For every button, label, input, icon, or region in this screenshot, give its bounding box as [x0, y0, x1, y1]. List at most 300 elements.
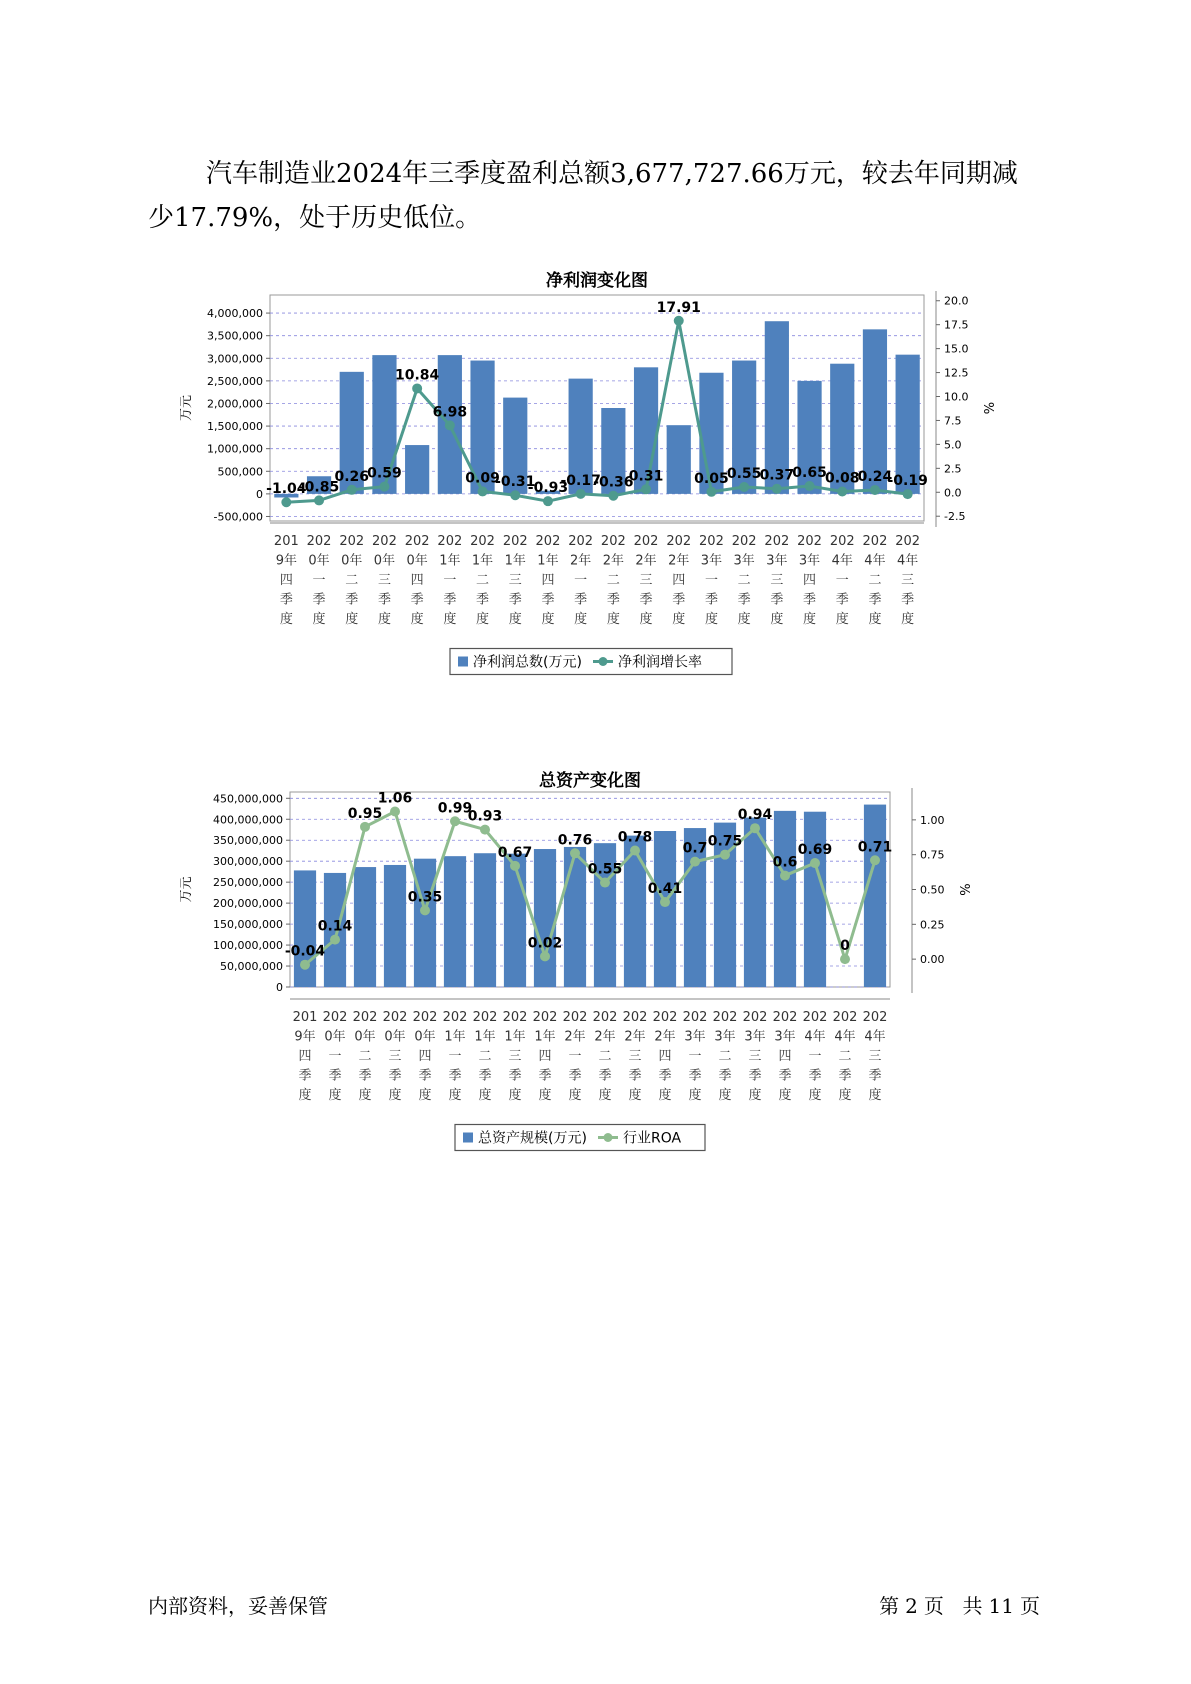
x-tick-label: 202 [652, 1010, 678, 1025]
chart-title: 净利润变化图 [546, 271, 648, 291]
x-tick-label: 202 [772, 1010, 798, 1025]
x-tick-label: 四 [298, 1049, 312, 1064]
y-tick-label: 450,000,000 [213, 792, 283, 806]
line-point [450, 816, 460, 826]
x-tick-label: 度 [718, 1088, 732, 1103]
x-tick-label: 四 [279, 573, 293, 588]
point-label: 0.55 [587, 861, 623, 878]
x-tick-label: 季 [778, 1068, 792, 1084]
x-tick-label: 二 [358, 1049, 372, 1064]
point-label: 6.98 [432, 404, 468, 421]
point-label: 0.35 [407, 889, 443, 906]
x-tick-label: 季 [377, 592, 391, 608]
x-tick-label: 0年 [341, 553, 363, 569]
x-tick-label: 二 [598, 1049, 612, 1064]
legend-line-label: 净利润增长率 [618, 654, 702, 671]
x-tick-label: 度 [803, 612, 817, 627]
x-tick-label: 度 [748, 1088, 762, 1103]
x-tick-label: 度 [835, 612, 849, 627]
x-tick-label: 202 [764, 534, 790, 549]
bar [667, 425, 691, 494]
x-tick-label: 四 [778, 1049, 792, 1064]
legend-line-marker [604, 1133, 613, 1142]
x-tick-label: 季 [358, 1068, 372, 1084]
x-tick-label: 度 [388, 1088, 402, 1103]
x-tick-label: 季 [808, 1068, 822, 1084]
x-tick-label: 三 [770, 573, 784, 588]
x-tick-label: 0年 [414, 1029, 436, 1045]
total-assets-chart-svg [180, 768, 1040, 1218]
x-tick-label: 一 [704, 573, 718, 588]
x-tick-label: 1年 [439, 553, 461, 569]
y2-tick-label: 1.00 [920, 813, 945, 827]
x-tick-label: 度 [448, 1088, 462, 1103]
y-tick-label: 50,000,000 [220, 960, 283, 974]
line-point [720, 850, 730, 860]
y2-axis-label: % [983, 401, 998, 415]
point-label: 0.14 [317, 918, 353, 935]
x-tick-label: 季 [541, 592, 555, 608]
x-tick-label: 1年 [504, 1029, 526, 1045]
x-tick-label: 三 [628, 1049, 642, 1064]
x-tick-label: 4年 [831, 553, 853, 569]
point-label: 0.24 [857, 468, 893, 485]
x-tick-label: 0年 [373, 553, 396, 569]
line-point [480, 825, 490, 835]
x-tick-label: 四 [672, 573, 686, 588]
x-tick-label: 度 [478, 1088, 492, 1103]
x-tick-label: 三 [639, 573, 653, 588]
line-point [810, 858, 820, 868]
x-tick-label: 一 [328, 1049, 342, 1064]
x-tick-label: 度 [598, 1088, 612, 1103]
point-label: -0.36 [593, 474, 634, 491]
x-tick-label: 0年 [384, 1029, 406, 1045]
point-label: 0.71 [857, 839, 893, 856]
x-tick-label: 一 [448, 1049, 462, 1064]
x-tick-label: 一 [568, 1049, 582, 1064]
x-tick-label: 季 [312, 592, 326, 608]
x-tick-label: 度 [541, 612, 555, 627]
x-tick-label: 202 [412, 1010, 438, 1025]
y2-tick-label: 7.5 [944, 414, 962, 428]
x-tick-label: 202 [862, 1010, 888, 1025]
line-point [600, 878, 610, 888]
y-tick-label: 100,000,000 [213, 939, 283, 953]
x-tick-label: 2年 [654, 1029, 676, 1045]
y2-tick-label: 2.5 [944, 462, 962, 476]
x-tick-label: 季 [770, 592, 784, 608]
x-tick-label: 季 [901, 592, 915, 608]
x-tick-label: 2年 [624, 1029, 646, 1045]
x-tick-label: 202 [502, 1010, 528, 1025]
x-tick-label: 度 [868, 1088, 882, 1103]
x-tick-label: 度 [901, 612, 915, 627]
x-tick-label: 度 [443, 612, 457, 627]
line-point [412, 383, 422, 393]
x-tick-label: 度 [808, 1088, 822, 1103]
point-label: 0.93 [467, 808, 503, 825]
x-tick-label: 4年 [804, 1029, 826, 1045]
x-tick-label: 度 [538, 1088, 552, 1103]
x-tick-label: 四 [658, 1049, 672, 1064]
point-label: 0.41 [647, 881, 683, 898]
y-tick-label: 300,000,000 [213, 855, 283, 869]
x-tick-label: 202 [339, 534, 365, 549]
x-tick-label: 3年 [798, 553, 821, 569]
footer-total-unit: 页 [1020, 1594, 1040, 1618]
bar [534, 849, 556, 987]
line-point [510, 490, 520, 500]
point-label: -0.17 [560, 472, 601, 489]
x-tick-label: 二 [737, 573, 751, 588]
x-tick-label: 度 [770, 612, 784, 627]
x-tick-label: 季 [639, 592, 653, 608]
x-tick-label: 度 [298, 1088, 312, 1103]
point-label: 0.76 [557, 832, 593, 849]
x-tick-label: 4年 [864, 1029, 886, 1045]
x-tick-label: 度 [568, 1088, 582, 1103]
x-tick-label: 季 [688, 1068, 702, 1084]
footer-page-current: 2 [905, 1594, 918, 1618]
bar [774, 811, 796, 987]
line-point [630, 846, 640, 856]
line-point [576, 489, 586, 499]
x-tick-label: 9年 [294, 1029, 316, 1045]
line-point [281, 497, 291, 507]
point-label: -0.19 [887, 473, 928, 490]
x-tick-label: 202 [352, 1010, 378, 1025]
point-label: 0.69 [797, 842, 833, 859]
line-point [570, 848, 580, 858]
line-point [739, 482, 749, 492]
point-label: 0.59 [367, 465, 402, 482]
line-point [347, 485, 357, 495]
y2-tick-label: 10.0 [944, 390, 969, 404]
x-tick-label: 季 [328, 1068, 342, 1084]
line-point [641, 484, 651, 494]
point-label: 0.7 [682, 840, 708, 857]
x-tick-label: 季 [835, 592, 849, 608]
x-tick-label: 二 [838, 1049, 852, 1064]
total-assets-chart [180, 768, 1040, 1222]
line-point [660, 897, 670, 907]
footer-page-number [876, 1590, 1043, 1619]
chart-title: 总资产变化图 [539, 771, 641, 791]
x-tick-label: 度 [688, 1088, 702, 1103]
x-tick-label: 季 [388, 1068, 402, 1084]
x-tick-label: 一 [574, 573, 588, 588]
point-label: 0 [840, 938, 850, 955]
x-tick-label: 202 [666, 534, 692, 549]
line-point [543, 496, 553, 506]
legend-line-marker [599, 657, 608, 666]
x-tick-label: 二 [476, 573, 490, 588]
x-tick-label: 4年 [864, 553, 886, 569]
x-tick-label: 季 [838, 1068, 852, 1084]
legend-bar-label: 总资产规模(万元) [478, 1130, 587, 1147]
x-tick-label: 三 [377, 573, 391, 588]
point-label: 0.95 [347, 805, 383, 822]
x-tick-label: 季 [279, 592, 293, 608]
footer-page-total: 11 [988, 1594, 1014, 1618]
x-tick-label: 202 [832, 1010, 858, 1025]
x-tick-label: 季 [508, 1068, 522, 1084]
x-tick-label: 202 [622, 1010, 648, 1025]
y2-tick-label: 20.0 [944, 294, 969, 308]
x-tick-label: 季 [803, 592, 817, 608]
x-tick-label: 度 [628, 1088, 642, 1103]
line-point [837, 487, 847, 497]
x-tick-label: 度 [410, 612, 424, 627]
x-tick-label: 季 [737, 592, 751, 608]
point-label: 0.26 [334, 468, 370, 485]
x-tick-label: 202 [600, 534, 626, 549]
x-tick-label: 3年 [733, 553, 755, 569]
x-tick-label: 季 [418, 1068, 432, 1084]
legend-bar-swatch [458, 657, 468, 667]
y-tick-label: 0 [256, 487, 263, 501]
line-point [690, 857, 700, 867]
x-tick-label: 202 [633, 534, 659, 549]
x-tick-label: 一 [835, 573, 849, 588]
x-tick-label: 季 [718, 1068, 732, 1084]
x-tick-label: 0年 [354, 1029, 376, 1045]
x-tick-label: 201 [273, 534, 299, 549]
bar [504, 854, 526, 987]
x-tick-label: 202 [472, 1010, 498, 1025]
legend-bar-swatch [463, 1133, 473, 1143]
x-tick-label: 一 [808, 1049, 822, 1064]
bar [384, 865, 406, 987]
x-tick-label: 一 [312, 573, 326, 588]
x-tick-label: 度 [358, 1088, 372, 1103]
x-tick-label: 三 [388, 1049, 402, 1064]
x-tick-label: 季 [345, 592, 359, 608]
line-point [772, 484, 782, 494]
y-tick-label: 200,000,000 [213, 897, 283, 911]
x-tick-label: 季 [868, 592, 882, 608]
y-tick-label: -500,000 [213, 510, 263, 524]
x-tick-label: 202 [322, 1010, 348, 1025]
x-tick-label: 二 [868, 573, 882, 588]
x-tick-label: 一 [688, 1049, 702, 1064]
y2-tick-label: 15.0 [944, 342, 969, 356]
bar [654, 831, 676, 987]
x-tick-label: 度 [606, 612, 620, 627]
x-tick-label: 202 [372, 534, 397, 549]
x-tick-label: 四 [541, 573, 555, 588]
x-tick-label: 1年 [474, 1029, 496, 1045]
x-tick-label: 202 [470, 534, 495, 549]
x-tick-label: 季 [508, 592, 522, 608]
x-tick-label: 度 [639, 612, 653, 627]
line-point [903, 489, 913, 499]
x-tick-label: 三 [508, 573, 522, 588]
x-tick-label: 2年 [668, 553, 690, 569]
x-tick-label: 202 [306, 534, 332, 549]
x-tick-label: 季 [476, 592, 490, 608]
x-tick-label: 9年 [275, 553, 297, 569]
line-point [300, 960, 310, 970]
x-tick-label: 二 [478, 1049, 492, 1064]
x-tick-label: 2年 [570, 553, 592, 569]
x-tick-label: 季 [568, 1068, 582, 1084]
line-point [540, 951, 550, 961]
x-tick-label: 202 [568, 534, 594, 549]
x-tick-label: 度 [279, 612, 293, 627]
x-tick-label: 1年 [471, 553, 494, 569]
x-tick-label: 四 [803, 573, 817, 588]
x-tick-label: 0年 [406, 553, 428, 569]
y-tick-label: 1,500,000 [207, 420, 263, 434]
x-tick-label: 度 [838, 1088, 852, 1103]
x-tick-label: 二 [345, 573, 359, 588]
x-tick-label: 季 [704, 592, 718, 608]
x-tick-label: 202 [532, 1010, 558, 1025]
summary-paragraph [148, 152, 1048, 240]
y-tick-label: 350,000,000 [213, 834, 283, 848]
x-tick-label: 度 [508, 612, 522, 627]
bar [354, 867, 376, 987]
footer-page-prefix: 第 [879, 1594, 900, 1618]
x-tick-label: 202 [895, 534, 921, 549]
point-label: -0.04 [284, 943, 326, 960]
x-tick-label: 1年 [537, 553, 559, 569]
footer-page-unit: 页 [923, 1594, 944, 1618]
y2-tick-label: 0.25 [920, 918, 945, 932]
x-tick-label: 202 [731, 534, 757, 549]
point-label: 0.67 [497, 844, 533, 861]
x-tick-label: 4年 [834, 1029, 856, 1045]
line-point [674, 316, 684, 326]
x-tick-label: 度 [377, 612, 391, 627]
x-tick-label: 季 [748, 1068, 762, 1084]
line-point [805, 481, 815, 491]
line-point [379, 482, 389, 492]
x-tick-label: 季 [538, 1068, 552, 1084]
y2-tick-label: -2.5 [944, 510, 966, 524]
point-label: 0.78 [617, 829, 653, 846]
x-tick-label: 季 [478, 1068, 492, 1084]
x-tick-label: 202 [802, 1010, 828, 1025]
x-tick-label: 三 [868, 1049, 882, 1064]
y-axis-label: 万元 [180, 394, 194, 422]
y-tick-label: 3,000,000 [207, 352, 263, 366]
x-tick-label: 度 [574, 612, 588, 627]
net-profit-chart [180, 268, 1040, 722]
bar [564, 847, 586, 987]
footer-confidential-note: 内部资料，妥善保管 [148, 1594, 328, 1618]
point-label: 10.84 [395, 367, 440, 384]
line-point [314, 495, 324, 505]
x-tick-label: 三 [901, 573, 915, 588]
y-tick-label: 2,500,000 [207, 374, 263, 388]
y2-tick-label: 12.5 [944, 366, 969, 380]
x-tick-label: 季 [574, 592, 588, 608]
x-tick-label: 三 [508, 1049, 522, 1064]
x-tick-label: 202 [862, 534, 888, 549]
point-label: -1.04 [266, 481, 307, 498]
bar [804, 812, 826, 987]
y-tick-label: 2,000,000 [207, 397, 263, 411]
x-tick-label: 201 [292, 1010, 318, 1025]
x-tick-label: 202 [535, 534, 561, 549]
x-tick-label: 202 [502, 534, 528, 549]
point-label: 0.09 [465, 470, 500, 487]
y-tick-label: 3,500,000 [207, 329, 263, 343]
x-tick-label: 季 [628, 1068, 642, 1084]
x-tick-label: 度 [672, 612, 686, 627]
y-tick-label: 400,000,000 [213, 813, 283, 827]
x-tick-label: 季 [606, 592, 620, 608]
y-tick-label: 150,000,000 [213, 918, 283, 932]
x-tick-label: 1年 [504, 553, 526, 569]
line-point [390, 807, 400, 817]
line-point [420, 905, 430, 915]
point-label: -0.31 [495, 474, 536, 491]
x-tick-label: 二 [606, 573, 620, 588]
summary-line-2: 少17.79%，处于历史低位。 [148, 203, 482, 233]
x-tick-label: 季 [672, 592, 686, 608]
x-tick-label: 2年 [564, 1029, 586, 1045]
point-label: -0.85 [298, 479, 340, 496]
line-point [360, 822, 370, 832]
line-point [706, 487, 716, 497]
line-point [608, 491, 618, 501]
x-tick-label: 季 [598, 1068, 612, 1084]
y2-tick-label: 0.0 [944, 486, 962, 500]
y-tick-label: 1,000,000 [207, 442, 263, 456]
x-tick-label: 度 [868, 612, 882, 627]
x-tick-label: 2年 [635, 553, 657, 569]
bar [864, 805, 886, 987]
x-tick-label: 202 [592, 1010, 618, 1025]
x-tick-label: 季 [298, 1068, 312, 1084]
x-tick-label: 季 [410, 592, 424, 608]
x-tick-label: 202 [699, 534, 724, 549]
x-tick-label: 四 [418, 1049, 432, 1064]
y-tick-label: 4,000,000 [207, 307, 263, 321]
x-tick-label: 度 [476, 612, 490, 627]
point-label: 0.55 [726, 466, 762, 483]
x-tick-label: 季 [658, 1068, 672, 1084]
x-tick-label: 度 [658, 1088, 672, 1103]
x-tick-label: 度 [328, 1088, 342, 1103]
x-tick-label: 度 [418, 1088, 432, 1103]
x-tick-label: 季 [448, 1068, 462, 1084]
x-tick-label: 3年 [744, 1029, 766, 1045]
x-tick-label: 3年 [774, 1029, 796, 1045]
x-tick-label: 三 [748, 1049, 762, 1064]
x-tick-label: 3年 [714, 1029, 736, 1045]
bar [414, 859, 436, 987]
x-tick-label: 四 [410, 573, 424, 588]
x-tick-label: 2年 [594, 1029, 616, 1045]
line-point [330, 935, 340, 945]
line-point [840, 954, 850, 964]
x-tick-label: 度 [345, 612, 359, 627]
point-label: 0.31 [628, 468, 664, 485]
legend-line-label: 行业ROA [623, 1130, 682, 1147]
line-point [445, 420, 455, 430]
point-label: 1.06 [377, 790, 413, 807]
line-point [780, 871, 790, 881]
point-label: 0.05 [694, 470, 729, 487]
legend-bar-label: 净利润总数(万元) [473, 654, 582, 671]
x-tick-label: 度 [508, 1088, 522, 1103]
x-tick-label: 202 [682, 1010, 708, 1025]
